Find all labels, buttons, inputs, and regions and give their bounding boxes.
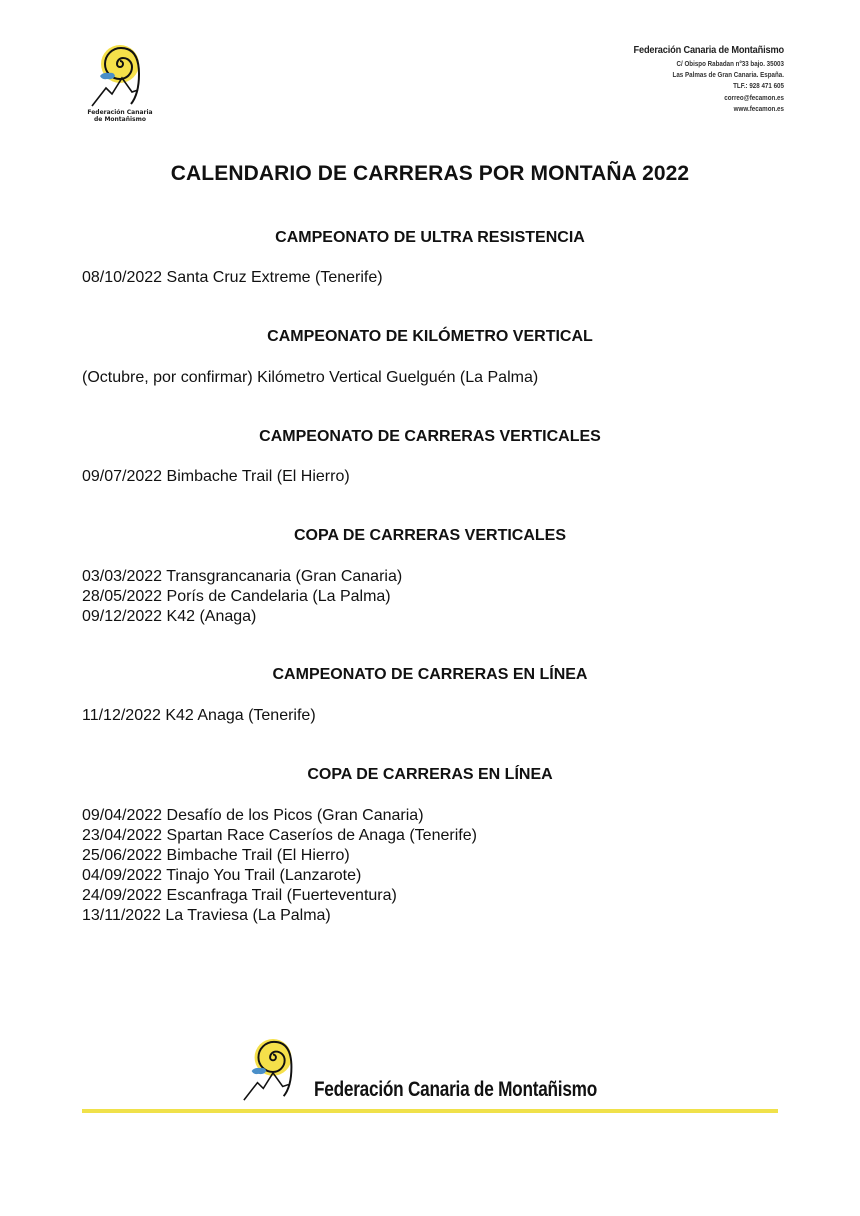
section-heading-carreras-en-linea: CAMPEONATO DE CARRERAS EN LÍNEA	[272, 666, 588, 683]
race-entry: 11/12/2022 K42 Anaga (Tenerife)	[82, 707, 316, 724]
contact-organization: Federación Canaria de Montañismo	[633, 44, 784, 56]
section-entries-carreras-en-linea	[82, 706, 316, 726]
contact-block	[613, 44, 784, 114]
contact-website[interactable]: www.fecamon.es	[733, 103, 784, 113]
race-entry: 23/04/2022 Spartan Race Caseríos de Anaga (Tenerife)	[82, 827, 477, 844]
race-entry: 13/11/2022 La Traviesa (La Palma)	[82, 907, 331, 924]
contact-address-line-2: Las Palmas de Gran Canaria. España.	[672, 70, 784, 80]
document-title: CALENDARIO DE CARRERAS POR MONTAÑA 2022	[170, 162, 690, 185]
logo-caption	[82, 109, 158, 123]
section-heading-kilometro-vertical: CAMPEONATO DE KILÓMETRO VERTICAL	[267, 328, 593, 345]
section-entries-carreras-verticales	[82, 467, 350, 487]
contact-email[interactable]: correo@fecamon.es	[724, 92, 784, 102]
section-heading-ultra-resistencia: CAMPEONATO DE ULTRA RESISTENCIA	[275, 229, 585, 246]
contact-address-line-1: C/ Obispo Rabadan nº33 bajo. 35003	[676, 59, 784, 68]
section-entries-ultra-resistencia	[82, 268, 383, 288]
logo-caption-line-1: Federación Canaria	[87, 109, 153, 116]
race-entry: 04/09/2022 Tinajo You Trail (Lanzarote)	[82, 867, 362, 884]
race-entry: 28/05/2022 Porís de Candelaria (La Palma)	[82, 588, 391, 605]
section-heading-copa-verticales: COPA DE CARRERAS VERTICALES	[293, 527, 567, 544]
federation-logo	[82, 40, 158, 130]
footer-divider	[82, 1109, 778, 1113]
race-entry: 24/09/2022 Escanfraga Trail (Fuerteventura)	[82, 887, 397, 904]
logo-sun-mountain-icon	[86, 40, 154, 110]
race-entry: 08/10/2022 Santa Cruz Extreme (Tenerife)	[82, 269, 383, 286]
race-entry: 09/12/2022 K42 (Anaga)	[82, 608, 257, 625]
section-heading-carreras-verticales: CAMPEONATO DE CARRERAS VERTICALES	[259, 428, 601, 445]
contact-phone: TLF.: 928 471 605	[733, 81, 784, 91]
race-entry: 09/07/2022 Bimbache Trail (El Hierro)	[82, 468, 350, 485]
logo-sun-mountain-icon	[240, 1036, 306, 1104]
race-entry: 25/06/2022 Bimbache Trail (El Hierro)	[82, 847, 350, 864]
footer-logo	[240, 1036, 306, 1109]
logo-caption-line-2: de Montañismo	[93, 116, 146, 123]
race-entry: 03/03/2022 Transgrancanaria (Gran Canaria)	[82, 568, 403, 585]
race-entry: 09/04/2022 Desafío de los Picos (Gran Canaria)	[82, 807, 424, 824]
section-entries-kilometro-vertical	[82, 368, 538, 388]
section-entries-copa-en-linea	[82, 806, 477, 926]
section-heading-copa-en-linea: COPA DE CARRERAS EN LÍNEA	[307, 766, 553, 783]
footer-organization-name: Federación Canaria de Montañismo	[314, 1078, 598, 1101]
section-entries-copa-verticales	[82, 567, 402, 627]
race-entry: (Octubre, por confirmar) Kilómetro Vertical Guelguén (La Palma)	[82, 369, 539, 386]
